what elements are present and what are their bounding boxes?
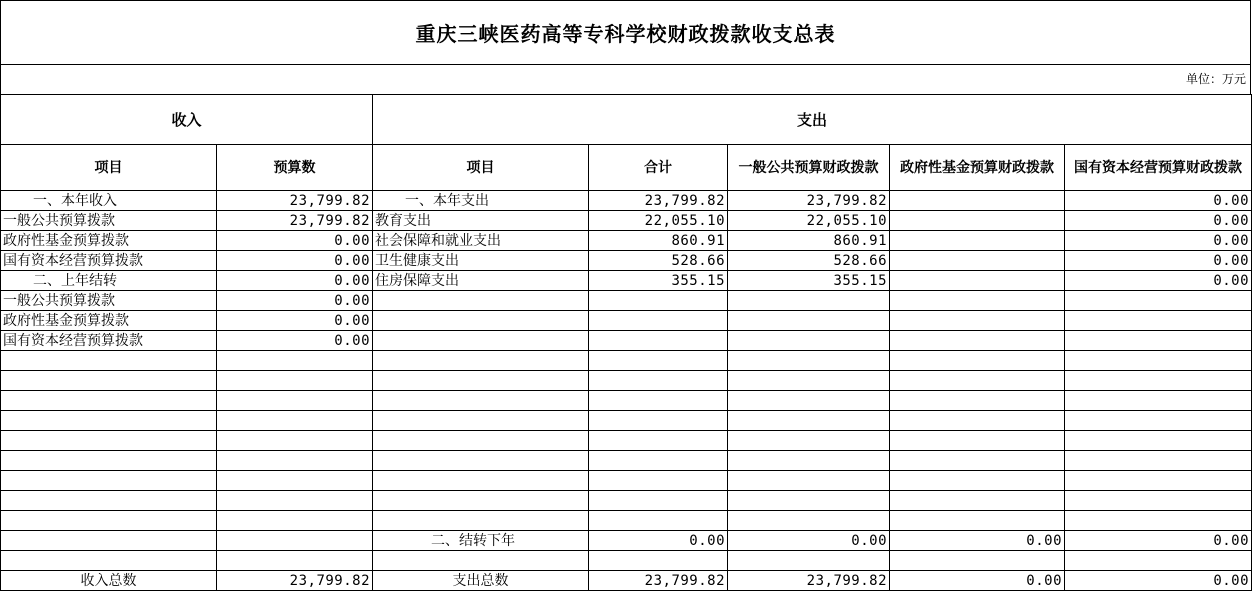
empty-cell[interactable] — [1, 551, 217, 571]
empty-cell[interactable] — [1, 451, 217, 471]
empty-cell[interactable] — [1065, 551, 1252, 571]
expense-total-cell[interactable]: 355.15 — [589, 271, 728, 291]
general-budget-cell[interactable]: 22,055.10 — [728, 211, 890, 231]
expense-total-cell[interactable]: 860.91 — [589, 231, 728, 251]
fund-total-value[interactable]: 0.00 — [890, 571, 1065, 591]
empty-cell[interactable] — [1, 411, 217, 431]
income-item-cell[interactable]: 政府性基金预算拨款 — [1, 231, 217, 251]
expense-item-cell[interactable]: 住房保障支出 — [373, 271, 589, 291]
state-total-value[interactable]: 0.00 — [1065, 571, 1252, 591]
general-budget-cell[interactable]: 860.91 — [728, 231, 890, 251]
income-total-label[interactable]: 收入总数 — [1, 571, 217, 591]
empty-row — [1, 491, 1252, 511]
income-value-cell[interactable]: 0.00 — [217, 271, 373, 291]
empty-cell[interactable] — [1065, 411, 1252, 431]
state-capital-cell[interactable] — [1065, 291, 1252, 311]
expense-total-cell[interactable] — [589, 291, 728, 311]
expense-item-cell[interactable] — [373, 331, 589, 351]
empty-cell[interactable] — [373, 391, 589, 411]
empty-cell[interactable] — [589, 451, 728, 471]
empty-cell[interactable] — [217, 431, 373, 451]
expense-header[interactable]: 支出 — [373, 95, 1252, 145]
carry-state-cell[interactable]: 0.00 — [1065, 531, 1252, 551]
state-capital-cell[interactable]: 0.00 — [1065, 271, 1252, 291]
empty-cell[interactable] — [890, 411, 1065, 431]
table-row — [1, 211, 1252, 231]
empty-cell[interactable] — [217, 531, 373, 551]
expense-item-cell[interactable]: 社会保障和就业支出 — [373, 231, 589, 251]
empty-cell[interactable] — [1, 511, 217, 531]
empty-row — [1, 391, 1252, 411]
empty-cell[interactable] — [373, 551, 589, 571]
expense-item-cell[interactable] — [373, 291, 589, 311]
expense-total-label[interactable]: 支出总数 — [373, 571, 589, 591]
empty-cell[interactable] — [1, 471, 217, 491]
fund-budget-cell[interactable] — [890, 191, 1065, 211]
carry-general-cell[interactable]: 0.00 — [728, 531, 890, 551]
table-row — [1, 251, 1252, 271]
general-budget-cell[interactable] — [728, 331, 890, 351]
empty-cell[interactable] — [1, 351, 217, 371]
state-capital-cell[interactable] — [1065, 311, 1252, 331]
fund-budget-cell[interactable] — [890, 271, 1065, 291]
empty-cell[interactable] — [217, 491, 373, 511]
empty-row — [1, 471, 1252, 491]
empty-cell[interactable] — [589, 431, 728, 451]
table-row — [1, 271, 1252, 291]
empty-cell[interactable] — [1065, 431, 1252, 451]
empty-cell[interactable] — [589, 391, 728, 411]
empty-cell[interactable] — [589, 351, 728, 371]
empty-cell[interactable] — [373, 431, 589, 451]
empty-cell[interactable] — [728, 431, 890, 451]
empty-cell[interactable] — [217, 351, 373, 371]
expense-item-cell[interactable] — [373, 311, 589, 331]
empty-cell[interactable] — [217, 371, 373, 391]
income-item-cell[interactable]: 一、本年收入 — [1, 191, 217, 211]
empty-cell[interactable] — [217, 451, 373, 471]
totals-row — [1, 571, 1252, 591]
general-total-value[interactable]: 23,799.82 — [728, 571, 890, 591]
income-item-cell[interactable]: 一般公共预算拨款 — [1, 211, 217, 231]
empty-cell[interactable] — [1065, 351, 1252, 371]
income-item-cell[interactable]: 一般公共预算拨款 — [1, 291, 217, 311]
expense-item-cell[interactable]: 卫生健康支出 — [373, 251, 589, 271]
empty-cell[interactable] — [373, 411, 589, 431]
empty-cell[interactable] — [1, 391, 217, 411]
empty-cell[interactable] — [1, 431, 217, 451]
empty-cell[interactable] — [1065, 491, 1252, 511]
expense-total-header[interactable]: 合计 — [589, 145, 728, 191]
empty-cell[interactable] — [373, 451, 589, 471]
empty-cell[interactable] — [1, 531, 217, 551]
header-row-2 — [1, 145, 1252, 191]
general-budget-cell[interactable] — [728, 311, 890, 331]
empty-cell[interactable] — [589, 371, 728, 391]
state-capital-header[interactable]: 国有资本经营预算财政拨款 — [1065, 145, 1252, 191]
unit-label: 单位：万元 — [0, 64, 1251, 94]
carry-total-cell[interactable]: 0.00 — [589, 531, 728, 551]
state-capital-cell[interactable]: 0.00 — [1065, 191, 1252, 211]
empty-cell[interactable] — [217, 511, 373, 531]
empty-cell[interactable] — [890, 491, 1065, 511]
general-budget-cell[interactable] — [728, 291, 890, 311]
empty-cell[interactable] — [217, 391, 373, 411]
income-value-cell[interactable]: 23,799.82 — [217, 211, 373, 231]
empty-cell[interactable] — [728, 451, 890, 471]
empty-cell[interactable] — [373, 471, 589, 491]
expense-total-value[interactable]: 23,799.82 — [589, 571, 728, 591]
income-value-cell[interactable]: 0.00 — [217, 311, 373, 331]
general-budget-cell[interactable]: 355.15 — [728, 271, 890, 291]
income-value-cell[interactable]: 0.00 — [217, 331, 373, 351]
fund-budget-cell[interactable] — [890, 211, 1065, 231]
carry-item-cell[interactable]: 二、结转下年 — [373, 531, 589, 551]
empty-cell[interactable] — [728, 511, 890, 531]
empty-cell[interactable] — [373, 371, 589, 391]
empty-row — [1, 511, 1252, 531]
empty-cell[interactable] — [728, 371, 890, 391]
expense-total-cell[interactable]: 23,799.82 — [589, 191, 728, 211]
empty-cell[interactable] — [728, 491, 890, 511]
fund-budget-cell[interactable] — [890, 291, 1065, 311]
income-item-cell[interactable]: 国有资本经营预算拨款 — [1, 331, 217, 351]
empty-cell[interactable] — [890, 551, 1065, 571]
empty-cell[interactable] — [890, 431, 1065, 451]
income-item-header[interactable]: 项目 — [1, 145, 217, 191]
table-row — [1, 291, 1252, 311]
empty-row — [1, 431, 1252, 451]
empty-cell[interactable] — [373, 511, 589, 531]
income-budget-header[interactable]: 预算数 — [217, 145, 373, 191]
empty-cell[interactable] — [589, 551, 728, 571]
empty-cell[interactable] — [890, 511, 1065, 531]
empty-cell[interactable] — [589, 491, 728, 511]
fund-budget-cell[interactable] — [890, 251, 1065, 271]
empty-cell[interactable] — [217, 551, 373, 571]
expense-item-cell[interactable]: 教育支出 — [373, 211, 589, 231]
general-budget-header[interactable]: 一般公共预算财政拨款 — [728, 145, 890, 191]
empty-cell[interactable] — [728, 351, 890, 371]
empty-cell[interactable] — [890, 371, 1065, 391]
expense-total-cell[interactable]: 528.66 — [589, 251, 728, 271]
table-row — [1, 311, 1252, 331]
table-row — [1, 231, 1252, 251]
income-value-cell[interactable]: 0.00 — [217, 291, 373, 311]
empty-cell[interactable] — [890, 351, 1065, 371]
income-item-cell[interactable]: 二、上年结转 — [1, 271, 217, 291]
empty-row — [1, 411, 1252, 431]
empty-cell[interactable] — [1, 371, 217, 391]
empty-cell[interactable] — [1065, 371, 1252, 391]
empty-cell[interactable] — [728, 391, 890, 411]
empty-cell[interactable] — [1065, 511, 1252, 531]
carry-fund-cell[interactable]: 0.00 — [890, 531, 1065, 551]
income-value-cell[interactable]: 0.00 — [217, 251, 373, 271]
empty-row — [1, 371, 1252, 391]
expense-item-header[interactable]: 项目 — [373, 145, 589, 191]
empty-cell[interactable] — [890, 471, 1065, 491]
income-item-cell[interactable]: 国有资本经营预算拨款 — [1, 251, 217, 271]
empty-cell[interactable] — [1065, 471, 1252, 491]
empty-cell[interactable] — [373, 351, 589, 371]
empty-cell[interactable] — [589, 471, 728, 491]
empty-cell[interactable] — [728, 551, 890, 571]
expense-total-cell[interactable] — [589, 331, 728, 351]
income-item-cell[interactable]: 政府性基金预算拨款 — [1, 311, 217, 331]
state-capital-cell[interactable] — [1065, 331, 1252, 351]
income-total-value[interactable]: 23,799.82 — [217, 571, 373, 591]
fund-budget-header[interactable]: 政府性基金预算财政拨款 — [890, 145, 1065, 191]
income-header[interactable]: 收入 — [1, 95, 373, 145]
fund-budget-cell[interactable] — [890, 311, 1065, 331]
empty-cell[interactable] — [589, 411, 728, 431]
empty-cell[interactable] — [1, 491, 217, 511]
fund-budget-cell[interactable] — [890, 231, 1065, 251]
empty-cell[interactable] — [373, 491, 589, 511]
empty-cell[interactable] — [1065, 451, 1252, 471]
carry-forward-row — [1, 531, 1252, 551]
general-budget-cell[interactable]: 528.66 — [728, 251, 890, 271]
general-budget-cell[interactable]: 23,799.82 — [728, 191, 890, 211]
header-row-1 — [1, 95, 1252, 145]
state-capital-cell[interactable]: 0.00 — [1065, 231, 1252, 251]
empty-cell[interactable] — [728, 411, 890, 431]
table-row — [1, 191, 1252, 211]
income-value-cell[interactable]: 23,799.82 — [217, 191, 373, 211]
empty-cell[interactable] — [217, 471, 373, 491]
budget-table — [0, 94, 1252, 591]
empty-cell[interactable] — [1065, 391, 1252, 411]
empty-cell[interactable] — [217, 411, 373, 431]
empty-row — [1, 551, 1252, 571]
empty-row — [1, 451, 1252, 471]
table-row — [1, 331, 1252, 351]
expense-total-cell[interactable] — [589, 311, 728, 331]
expense-total-cell[interactable]: 22,055.10 — [589, 211, 728, 231]
empty-cell[interactable] — [890, 451, 1065, 471]
state-capital-cell[interactable]: 0.00 — [1065, 251, 1252, 271]
empty-cell[interactable] — [728, 471, 890, 491]
empty-cell[interactable] — [890, 391, 1065, 411]
table-title: 重庆三峡医药高等专科学校财政拨款收支总表 — [0, 0, 1251, 64]
fund-budget-cell[interactable] — [890, 331, 1065, 351]
empty-row — [1, 351, 1252, 371]
state-capital-cell[interactable]: 0.00 — [1065, 211, 1252, 231]
empty-cell[interactable] — [589, 511, 728, 531]
income-value-cell[interactable]: 0.00 — [217, 231, 373, 251]
expense-item-cell[interactable]: 一、本年支出 — [373, 191, 589, 211]
